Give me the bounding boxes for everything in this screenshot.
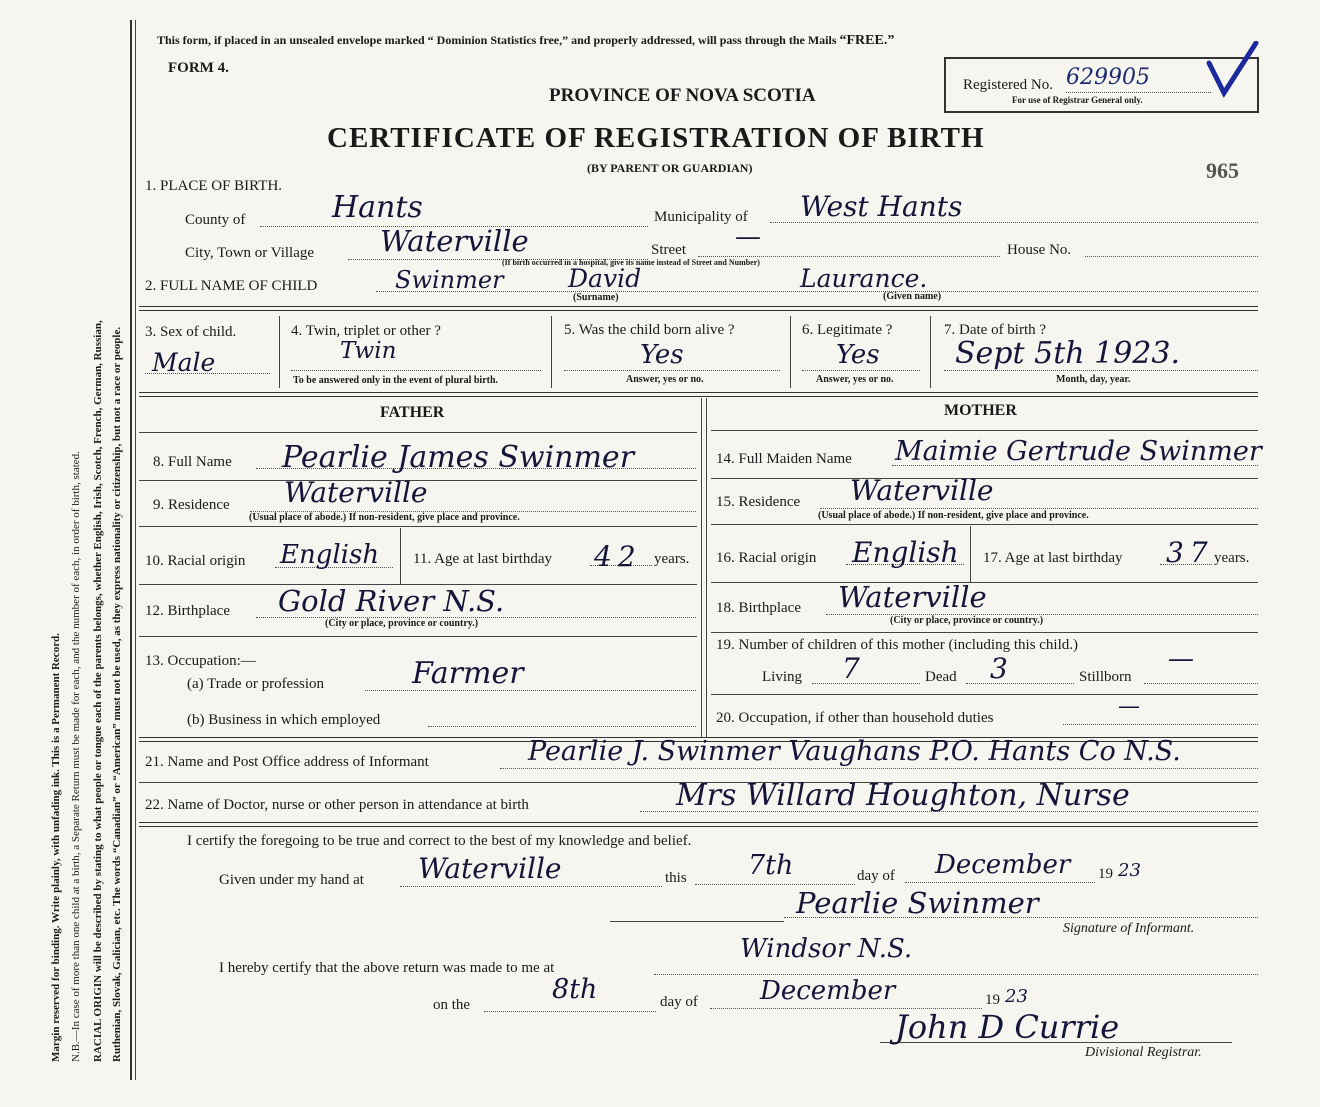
- row3-divider-b: [551, 316, 552, 388]
- return-text: I hereby certify that the above return was made to me at: [219, 960, 555, 976]
- informant-signature: Pearlie Swinmer: [796, 886, 1039, 920]
- father-row-rule-0: [139, 432, 697, 433]
- margin-binding-note: Margin reserved for binding. Write plainly, with unfading ink. This is a Permanent Record.: [50, 633, 62, 1062]
- this-label: this: [665, 870, 687, 886]
- municipality-value: West Hants: [800, 190, 963, 223]
- legitimate-label: 6. Legitimate ?: [802, 322, 893, 338]
- mother-residence-line: [820, 508, 1258, 509]
- mother-race-age-divider: [970, 526, 971, 582]
- month-value: December: [935, 850, 1071, 880]
- informant-line: [500, 768, 1258, 769]
- on-month-value: December: [760, 976, 896, 1006]
- father-birthplace-label: 12. Birthplace: [145, 603, 230, 619]
- informant-value: Pearlie J. Swinmer Vaughans P.O. Hants Co N.S.: [528, 736, 1181, 767]
- divider-1: [139, 306, 1258, 311]
- father-business-line: [428, 726, 696, 727]
- on-day-value: 8th: [552, 974, 598, 1005]
- father-age-unit: years.: [654, 551, 690, 567]
- day-line: [695, 884, 855, 885]
- father-age-label: 11. Age at last birthday: [413, 551, 552, 567]
- dob-line: [944, 370, 1258, 371]
- child-given-name: David: [568, 264, 642, 293]
- child-given-name-2: Laurance.: [800, 264, 928, 293]
- mother-occupation-value: —: [1118, 694, 1140, 719]
- father-business-label: (b) Business in which employed: [187, 712, 381, 728]
- twin-label: 4. Twin, triplet or other ?: [291, 323, 441, 339]
- registered-label: Registered No.: [963, 77, 1053, 93]
- dead-label: Dead: [925, 669, 957, 685]
- margin-racial-origin-note: RACIAL ORIGIN will be described by stating to what people or tongue each of the parents belongs, whether English, Irish, Scotch, French, German, Russian,: [92, 320, 104, 1062]
- city-value: Waterville: [380, 224, 529, 258]
- mother-heading: MOTHER: [944, 402, 1017, 419]
- mother-residence-value: Waterville: [850, 474, 994, 507]
- informant-label: 21. Name and Post Office address of Informant: [145, 754, 429, 770]
- year-value: 23: [1118, 860, 1141, 881]
- given-place-value: Waterville: [418, 852, 562, 885]
- check-mark-icon: [1204, 41, 1264, 101]
- row3-divider-a: [279, 316, 280, 388]
- registration-box: [944, 57, 1259, 113]
- house-number-label: House No.: [1007, 242, 1072, 258]
- mother-children-label: 19. Number of children of this mother (including this child.): [716, 637, 1079, 653]
- month-line: [905, 882, 1095, 883]
- alive-label: 5. Was the child born alive ?: [564, 322, 735, 338]
- father-birthplace-value: Gold River N.S.: [278, 584, 505, 618]
- certificate-subtitle: (BY PARENT OR GUARDIAN): [587, 161, 753, 175]
- mail-notice-free: “FREE.”: [839, 33, 895, 48]
- county-label: County of: [185, 212, 246, 228]
- given-place-line: [400, 886, 662, 887]
- registrar-signature: John D Currie: [895, 1008, 1120, 1046]
- street-label: Street: [651, 242, 686, 258]
- father-race-value: English: [280, 540, 380, 570]
- mother-race-value: English: [852, 536, 959, 569]
- father-name-label: 8. Full Name: [153, 454, 232, 470]
- sex-label: 3. Sex of child.: [145, 324, 237, 340]
- registrar-caption: Divisional Registrar.: [1085, 1045, 1202, 1060]
- living-label: Living: [762, 669, 802, 685]
- street-line: [698, 256, 1000, 257]
- dob-note: Month, day, year.: [1056, 374, 1131, 385]
- father-birthplace-note: (City or place, province or country.): [325, 618, 479, 629]
- certify-text: I certify the foregoing to be true and correct to the best of my knowledge and belief.: [187, 833, 692, 849]
- mother-name-label: 14. Full Maiden Name: [716, 451, 852, 467]
- alive-value: Yes: [640, 340, 684, 370]
- dob-label: 7. Date of birth ?: [944, 322, 1047, 338]
- corner-number: 965: [1206, 158, 1239, 183]
- alive-note: Answer, yes or no.: [626, 374, 704, 385]
- child-surname: Swinmer: [395, 266, 504, 294]
- registered-line: [1066, 92, 1211, 93]
- father-heading: FATHER: [380, 404, 445, 421]
- registered-number: 629905: [1066, 65, 1150, 90]
- return-place-line: [654, 974, 1258, 975]
- mother-occupation-line: [1063, 724, 1258, 725]
- margin-rule: [130, 20, 132, 1080]
- living-value: 7: [842, 652, 860, 685]
- surname-caption: (Surname): [573, 292, 619, 303]
- father-age-value: 42: [594, 540, 642, 573]
- child-name-label: 2. FULL NAME OF CHILD: [145, 278, 318, 294]
- margin-racial-origin-note-2: Ruthenian, Slovak, Galician, etc. The words “Canadian” or “American” must not be used, as they express nationality or citizenship, but not a race or people.: [111, 326, 123, 1062]
- house-number-line: [1085, 256, 1258, 257]
- signature-caption: Signature of Informant.: [1063, 921, 1195, 936]
- doctor-value: Mrs Willard Houghton, Nurse: [676, 778, 1130, 813]
- on-dayof-label: day of: [660, 994, 698, 1010]
- doctor-label: 22. Name of Doctor, nurse or other person in attendance at birth: [145, 797, 529, 813]
- mother-birthplace-note: (City or place, province or country.): [890, 615, 1044, 626]
- mother-row-rule-4: [711, 632, 1258, 633]
- street-value: —: [735, 222, 761, 252]
- mother-age-unit: years.: [1214, 550, 1250, 566]
- stillborn-line: [1144, 683, 1258, 684]
- father-row-rule-2: [139, 526, 697, 527]
- row3-divider-c: [790, 316, 791, 388]
- father-race-age-divider: [400, 528, 401, 584]
- parents-divider-2: [706, 398, 707, 738]
- place-of-birth-heading: 1. PLACE OF BIRTH.: [145, 178, 283, 194]
- year-prefix: 19: [1098, 866, 1113, 882]
- mail-notice: [157, 33, 894, 49]
- mother-age-label: 17. Age at last birthday: [983, 550, 1123, 566]
- margin-multiple-births-note: N.B.—In case of more than one child at a birth, a Separate Return must be made for each, and the number of each, in order of birth, stated.: [70, 451, 82, 1062]
- father-row-rule-4: [139, 636, 697, 637]
- parents-divider: [701, 398, 702, 738]
- stillborn-value: —: [1168, 644, 1194, 674]
- divider-2: [139, 392, 1258, 397]
- legitimate-value: Yes: [836, 340, 880, 370]
- form-number: FORM 4.: [168, 60, 229, 76]
- return-place-value: Windsor N.S.: [740, 934, 913, 964]
- row3-divider-d: [930, 316, 931, 388]
- father-residence-note: (Usual place of abode.) If non-resident, give place and province.: [249, 512, 520, 523]
- margin-rule-2: [135, 20, 136, 1080]
- mother-residence-label: 15. Residence: [716, 494, 801, 510]
- mother-birthplace-value: Waterville: [838, 580, 987, 614]
- divider-4: [139, 822, 1258, 827]
- province-heading: PROVINCE OF NOVA SCOTIA: [549, 85, 816, 106]
- signature-rule: [610, 921, 784, 922]
- mother-age-value: 37: [1166, 536, 1214, 569]
- given-name-caption: (Given name): [883, 291, 942, 302]
- mother-row-rule-5: [711, 694, 1258, 695]
- county-value: Hants: [332, 190, 423, 225]
- twin-value: Twin: [340, 338, 397, 364]
- twin-line: [291, 370, 541, 371]
- mother-row-rule-2: [711, 524, 1258, 525]
- sex-value: Male: [152, 348, 216, 377]
- on-year-value: 23: [1005, 986, 1028, 1007]
- father-name-value: Pearlie James Swinmer: [282, 440, 635, 475]
- father-occupation-label: 13. Occupation:—: [145, 653, 256, 669]
- on-day-line: [484, 1011, 656, 1012]
- living-line: [812, 683, 920, 684]
- dead-line: [966, 683, 1074, 684]
- twin-note: To be answered only in the event of plural birth.: [293, 375, 499, 386]
- on-label: on the: [433, 997, 471, 1013]
- municipality-label: Municipality of: [654, 209, 748, 225]
- sex-line: [145, 373, 270, 374]
- father-residence-value: Waterville: [284, 476, 428, 509]
- dayof-label: day of: [857, 868, 895, 884]
- dead-value: 3: [990, 652, 1008, 685]
- mail-notice-text: This form, if placed in an unsealed envelope marked “ Dominion Statistics free,” and properly addressed, will pass through the Mails: [157, 33, 837, 47]
- father-race-label: 10. Racial origin: [145, 553, 246, 569]
- mother-race-label: 16. Racial origin: [716, 550, 817, 566]
- certificate-title: CERTIFICATE OF REGISTRATION OF BIRTH: [327, 122, 985, 154]
- mother-name-value: Maimie Gertrude Swinmer: [895, 436, 1262, 467]
- legitimate-note: Answer, yes or no.: [816, 374, 894, 385]
- father-trade-label: (a) Trade or profession: [187, 676, 325, 692]
- hospital-note: (If birth occurred in a hospital, give its name instead of Street and Number): [502, 258, 760, 267]
- given-label: Given under my hand at: [219, 872, 364, 888]
- mother-residence-note: (Usual place of abode.) If non-resident, give place and province.: [818, 510, 1089, 521]
- stillborn-label: Stillborn: [1079, 669, 1132, 685]
- registrar-note: For use of Registrar General only.: [1012, 95, 1143, 105]
- city-label: City, Town or Village: [185, 245, 315, 261]
- mother-occupation-label: 20. Occupation, if other than household duties: [716, 710, 994, 726]
- father-residence-label: 9. Residence: [153, 497, 230, 513]
- day-value: 7th: [748, 850, 794, 881]
- legitimate-line: [802, 370, 920, 371]
- father-trade-value: Farmer: [412, 656, 524, 691]
- alive-line: [564, 370, 780, 371]
- mother-birthplace-label: 18. Birthplace: [716, 600, 801, 616]
- dob-value: Sept 5th 1923.: [955, 336, 1180, 371]
- on-year-prefix: 19: [985, 992, 1000, 1008]
- mother-row-rule-0: [711, 430, 1258, 431]
